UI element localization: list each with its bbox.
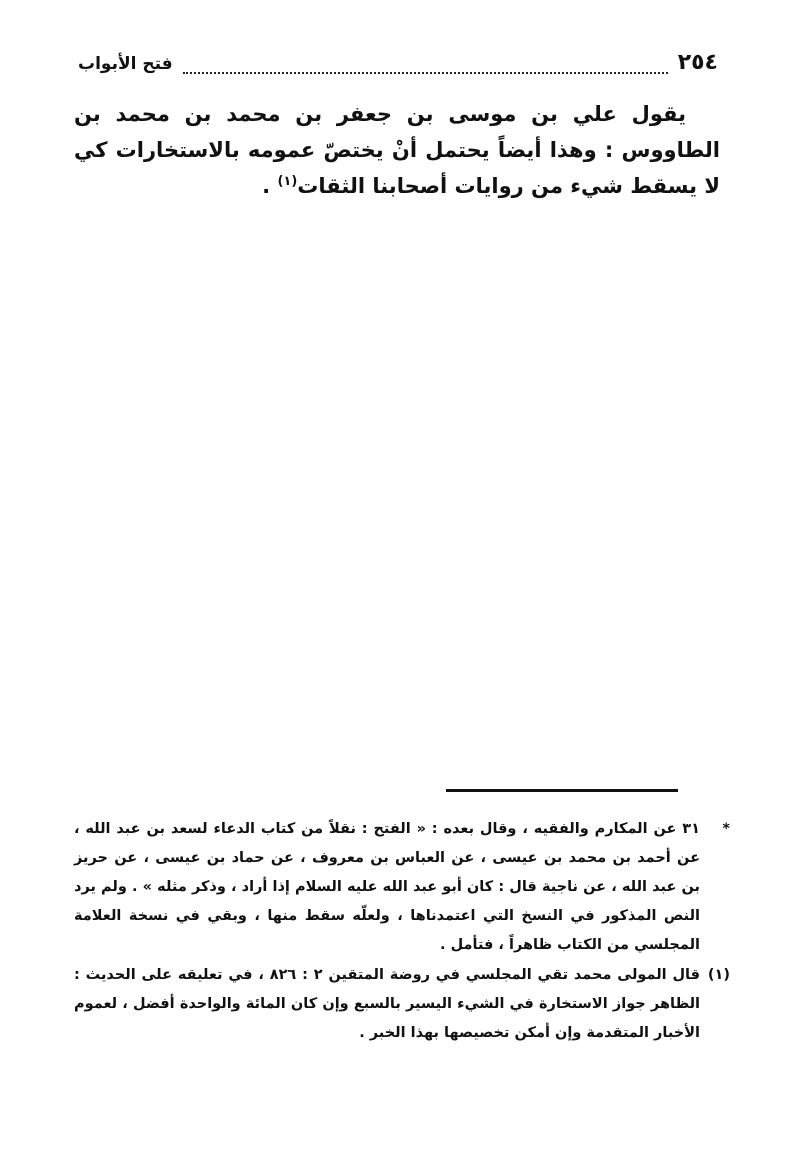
running-title: فتح الأبواب: [78, 54, 173, 74]
footnote-text: قال المولى محمد تقي المجلسي في روضة المتقين ٢ : ٨٢٦ ، في تعليقه على الحديث : الظاهر جواز الاستخارة في الشيء اليسير بالسبع وإن كان المائة والواحدة أفضل ، لعموم الأخبار المتقدمة وإن أمكن تخصيصها بهذا الخبر .: [74, 967, 700, 1041]
main-paragraph-text: يقول علي بن موسى بن جعفر بن محمد بن محمد بن الطاووس : وهذا أيضاً يحتمل أنْ يختصّ عمومه بالاستخارات كي لا يسقط شيء من روايات أصحابنا الثقات: [74, 102, 720, 198]
page-header: [78, 50, 718, 82]
footnote-marker: *: [722, 821, 730, 837]
header-dot-leader: [183, 58, 668, 74]
footnote-1: [74, 961, 730, 1048]
footnote-marker: (١): [707, 967, 730, 983]
main-paragraph: [74, 96, 720, 204]
footnote-reference: (١): [277, 174, 298, 189]
paragraph-ending: .: [262, 174, 278, 198]
footnote-text: ٣١ عن المكارم والفقيه ، وقال بعده : « الفتح : نقلاً من كتاب الدعاء لسعد بن عبد الله ، عن أحمد بن محمد بن عيسى ، عن العباس بن معروف ، عن حماد بن عيسى ، عن حريز بن عبد الله ، عن ناجية قال : كان أبو عبد الله عليه السلام إذا أراد ، وذكر مثله » . ولم يرد النص المذكور في النسخ التي اعتمدناها ، ولعلّه سقط منها ، وبقي في نسخة العلامة المجلسي من الكتاب ظاهراً ، فتأمل .: [74, 821, 700, 953]
page-number: ٢٥٤: [677, 50, 718, 75]
footnotes-section: [74, 815, 730, 1048]
footnote-star: [74, 815, 730, 960]
footnote-separator: [446, 789, 678, 792]
